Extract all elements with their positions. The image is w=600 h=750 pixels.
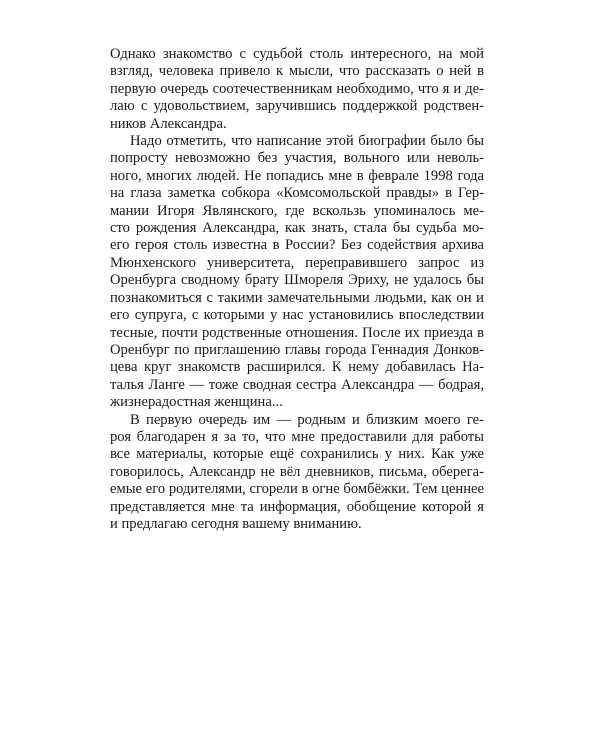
text-line: цева круг знакомств расширился. К нему добавилась На- bbox=[110, 359, 484, 376]
text-line: ного, многих людей. Не попадись мне в феврале 1998 года bbox=[110, 167, 484, 184]
text-line: Оренбург по приглашению главы города Геннадия Донков- bbox=[110, 341, 484, 358]
text-line: талья Ланге — тоже сводная сестра Александра — бодрая, bbox=[110, 376, 484, 393]
text-line: его героя столь известна в России? Без содействия архива bbox=[110, 237, 484, 254]
text-line: роя благодарен я за то, что мне предоставили для работы bbox=[110, 428, 484, 445]
text-line: жизнерадостная женщина... bbox=[110, 394, 283, 411]
text-line: его супруга, с которыми у нас установились впоследствии bbox=[110, 307, 484, 324]
text-line: все материалы, которые ещё сохранились у них. Как уже bbox=[110, 446, 484, 463]
text-line: сто рождения Александра, как знать, стала бы судьба мо- bbox=[110, 220, 484, 237]
text-line: говорилось, Александр не вёл дневников, письма, оберега- bbox=[110, 463, 484, 480]
text-line: Надо отметить, что написание этой биографии было бы bbox=[130, 133, 484, 150]
text-line: и предлагаю сегодня вашему вниманию. bbox=[110, 515, 362, 532]
text-line: лаю с удовольствием, заручившись поддержкой родствен- bbox=[110, 98, 484, 115]
text-line: первую очередь соотечественникам необходимо, что я и де- bbox=[110, 80, 484, 97]
text-line: Мюнхенского университета, переправившего запрос из bbox=[110, 254, 484, 271]
text-line: познакомиться с такими замечательными людьми, как он и bbox=[110, 289, 484, 306]
text-line: емые его родителями, сгорели в огне бомбёжки. Тем ценнее bbox=[110, 481, 484, 498]
text-line: взгляд, человека привело к мысли, что рассказать о ней в bbox=[110, 63, 484, 80]
text-line: на глаза заметка собкора «Комсомольской правды» в Гер- bbox=[110, 185, 484, 202]
text-line: мании Игоря Являнского, где вскользь упоминалось ме- bbox=[110, 202, 484, 219]
body-text bbox=[110, 46, 484, 533]
text-line: попросту невозможно без участия, вольного или неволь- bbox=[110, 150, 484, 167]
text-line: В первую очередь им — родным и близким моего ге- bbox=[130, 411, 484, 428]
text-line: ников Александра. bbox=[110, 115, 227, 132]
text-line: тесные, почти родственные отношения. После их приезда в bbox=[110, 324, 484, 341]
text-line: Однако знакомство с судьбой столь интересного, на мой bbox=[110, 46, 484, 62]
paragraph-2 bbox=[110, 133, 484, 412]
paragraph-1 bbox=[110, 46, 484, 133]
text-line: представляется мне та информация, обобщение которой я bbox=[110, 498, 484, 515]
text-line: Оренбурга сводному брату Шмореля Эриху, не удалось бы bbox=[110, 272, 484, 289]
paragraph-3 bbox=[110, 412, 484, 534]
